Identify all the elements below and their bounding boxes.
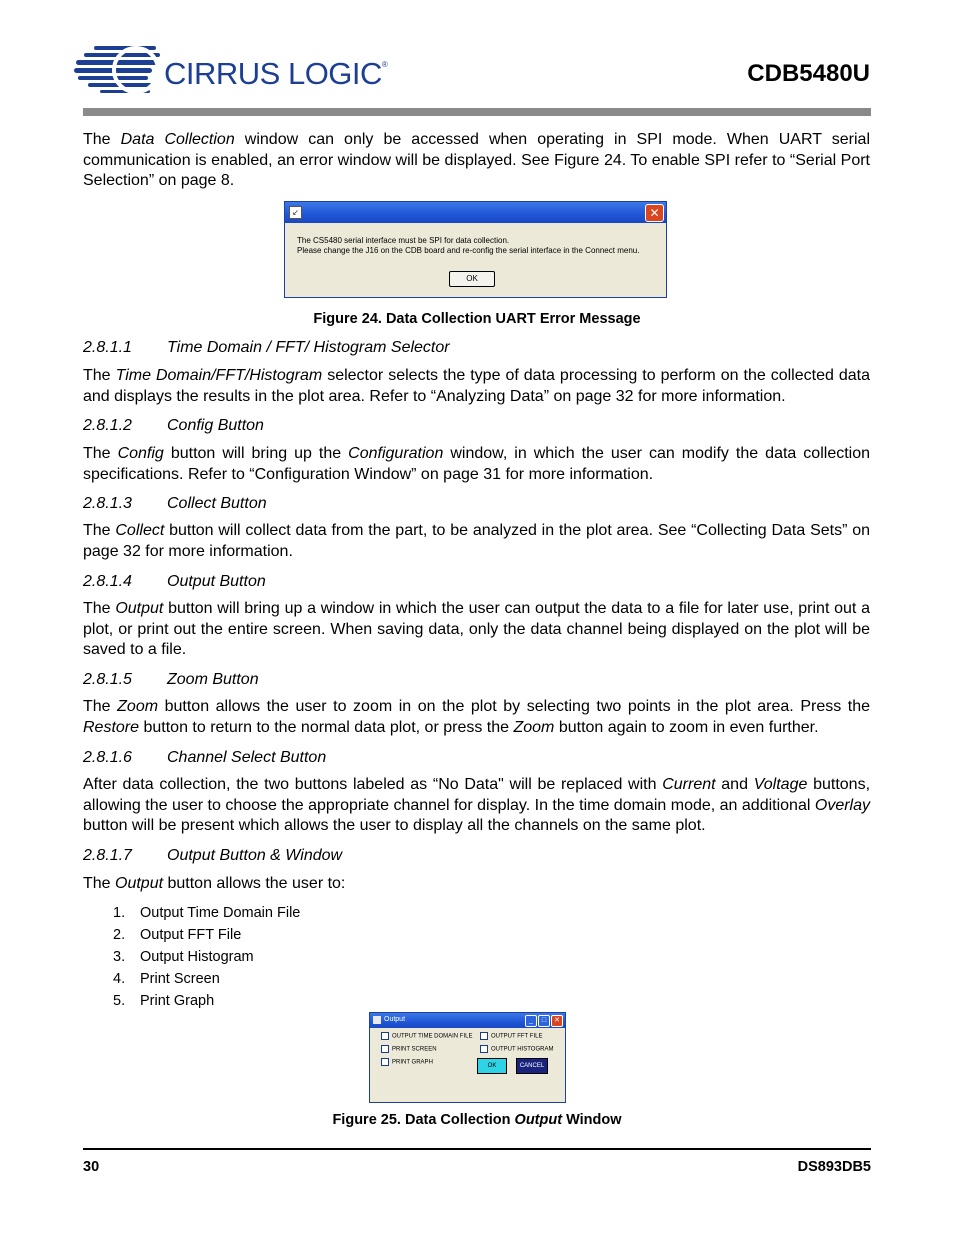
footer-rule	[83, 1148, 871, 1150]
section-heading: 2.8.1.2 Config Button	[83, 417, 264, 434]
section-paragraph: The Config button will bring up the Configuration window, in which the user can modify the data collection specifications. Refer to “Configuration Window” on page 31 for more information.	[83, 445, 871, 483]
dialog-title: Output	[384, 1016, 406, 1023]
figure-25-caption: Figure 25. Data Collection Output Window	[332, 1112, 622, 1128]
section-paragraph: The Output button will bring up a window in which the user can output the data to a file for later use, print out a plot, or print out the entire screen. When saving data, only the data channel being displayed on the plot will be saved to a file.	[83, 600, 871, 658]
checkbox-output-histogram[interactable]: OUTPUT HISTOGRAM	[480, 1045, 553, 1054]
section-heading: 2.8.1.7 Output Button & Window	[83, 847, 343, 864]
registered-mark: ®	[381, 60, 388, 69]
cirrus-logo-icon	[74, 40, 166, 102]
error-message: The CS5480 serial interface must be SPI for data collection. Please change the J16 on the CDB board and re-config the serial interface in the Connect menu.	[297, 236, 640, 255]
list-item: 2. Output FFT File	[113, 927, 242, 943]
section-paragraph: The Collect button will collect data from the part, to be analyzed in the plot area. See “Collecting Data Sets” on page 32 for more information.	[83, 522, 871, 560]
figure-24-caption: Figure 24. Data Collection UART Error Message	[313, 311, 641, 327]
maximize-icon[interactable]: □	[538, 1015, 550, 1027]
dialog-titlebar	[285, 202, 666, 223]
page-number: 30	[83, 1159, 100, 1175]
section-heading: 2.8.1.3 Collect Button	[83, 495, 267, 512]
minimize-icon[interactable]: _	[525, 1015, 537, 1027]
section-paragraph: The Zoom button allows the user to zoom in on the plot by selecting two points in the plot area. Press the Restore button to return to the normal data plot, or press the Zoom button again to zoom in even further.	[83, 698, 871, 736]
section-heading: 2.8.1.1 Time Domain / FFT/ Histogram Selector	[83, 339, 450, 356]
logo-wordmark: CIRRUS LOGIC	[164, 56, 382, 91]
cancel-button[interactable]: CANCEL	[516, 1058, 548, 1074]
checkbox-print-screen[interactable]: PRINT SCREEN	[381, 1045, 437, 1054]
cirrus-logic-logo	[74, 40, 388, 102]
checkbox-print-graph[interactable]: PRINT GRAPH	[381, 1058, 433, 1067]
checkbox-output-fft[interactable]: OUTPUT FFT FILE	[480, 1032, 542, 1041]
list-item: 5. Print Graph	[113, 993, 215, 1009]
app-icon: ↙	[289, 206, 302, 219]
uart-error-dialog	[284, 201, 667, 298]
dialog-titlebar	[370, 1013, 565, 1028]
section-heading: 2.8.1.6 Channel Select Button	[83, 749, 327, 766]
ok-button[interactable]: OK	[477, 1058, 507, 1074]
output-dialog	[369, 1012, 566, 1103]
checkbox-output-time-domain[interactable]: OUTPUT TIME DOMAIN FILE	[381, 1032, 472, 1041]
output-options-list	[83, 902, 300, 1012]
section-paragraph: The Time Domain/FFT/Histogram selector selects the type of data processing to perform on the collected data and displays the results in the plot area. Refer to “Analyzing Data” on page 32 for more information.	[83, 367, 871, 405]
section-paragraph: The Output button allows the user to:	[83, 875, 346, 892]
document-id: CDB5480U	[747, 60, 870, 87]
intro-paragraph: The Data Collection window can only be accessed when operating in SPI mode. When UART serial communication is enabled, an error window will be displayed. See Figure 24. To enable SPI refer to “Serial Port Selection” on page 8.	[83, 131, 871, 189]
footer-doc-id: DS893DB5	[797, 1159, 871, 1175]
section-heading: 2.8.1.5 Zoom Button	[83, 671, 259, 688]
list-item: 4. Print Screen	[113, 971, 220, 987]
window-icon	[373, 1016, 381, 1024]
close-icon[interactable]: ✕	[645, 204, 664, 222]
list-item: 1. Output Time Domain File	[113, 905, 301, 921]
header-rule	[83, 108, 871, 116]
section-paragraph: After data collection, the two buttons labeled as “No Data" will be replaced with Current and Voltage buttons, allowing the user to choose the appropriate channel for display. In the time domain mode, an additional Overlay button will be present which allows the user to display all the channels on the same plot.	[83, 776, 871, 834]
close-icon[interactable]: ✕	[551, 1015, 563, 1027]
list-item: 3. Output Histogram	[113, 949, 254, 965]
section-heading: 2.8.1.4 Output Button	[83, 573, 266, 590]
ok-button[interactable]: OK	[449, 271, 495, 287]
